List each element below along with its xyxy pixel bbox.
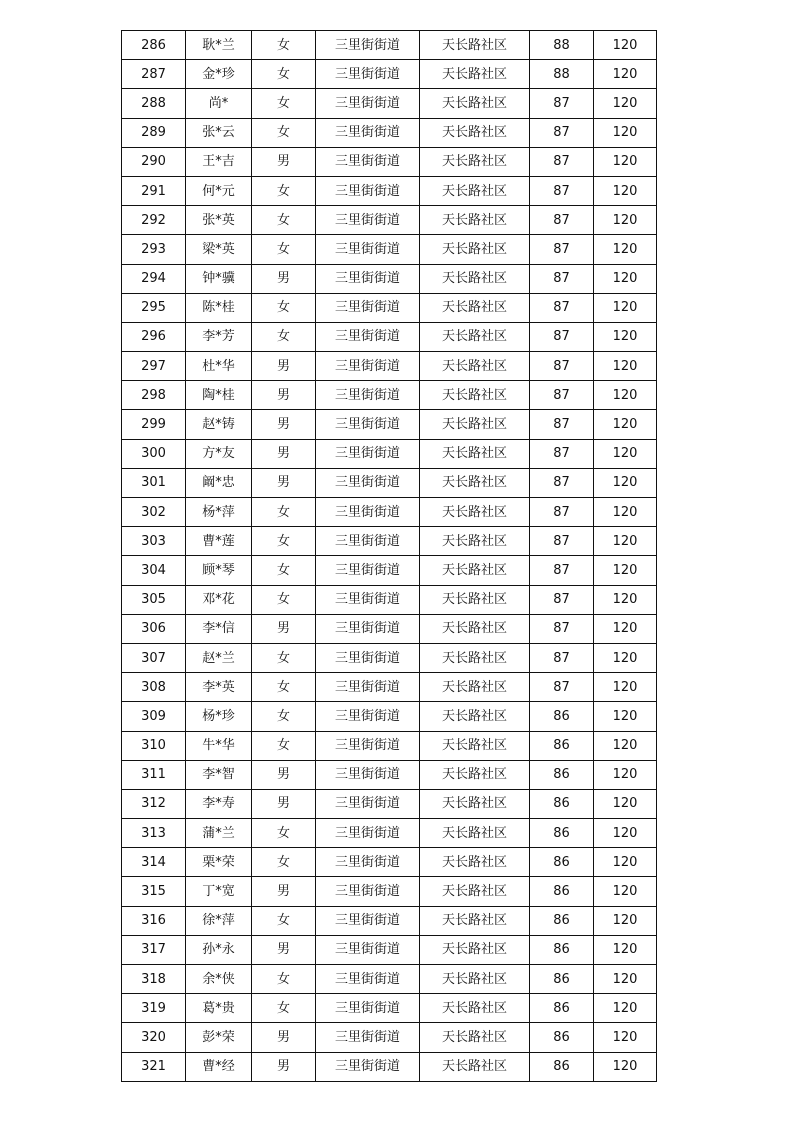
amount-cell: 120 [594,643,657,672]
row-number-cell: 313 [122,819,186,848]
community-cell: 天长路社区 [420,147,530,176]
table-row [122,643,657,672]
sex-cell: 女 [252,906,316,935]
row-number-cell: 309 [122,702,186,731]
age-cell: 87 [530,118,594,147]
street-cell: 三里街街道 [316,293,420,322]
table-row [122,60,657,89]
age-cell: 86 [530,731,594,760]
table-row [122,935,657,964]
name-cell: 杨*珍 [186,702,252,731]
sex-cell: 女 [252,848,316,877]
community-cell: 天长路社区 [420,89,530,118]
age-cell: 87 [530,556,594,585]
street-cell: 三里街街道 [316,176,420,205]
name-cell: 李*芳 [186,322,252,351]
name-cell: 曹*莲 [186,527,252,556]
table-row [122,556,657,585]
name-cell: 曹*经 [186,1052,252,1081]
street-cell: 三里街街道 [316,352,420,381]
amount-cell: 120 [594,60,657,89]
community-cell: 天长路社区 [420,760,530,789]
table-row [122,293,657,322]
name-cell: 孙*永 [186,935,252,964]
row-number-cell: 295 [122,293,186,322]
age-cell: 86 [530,819,594,848]
amount-cell: 120 [594,293,657,322]
table-row [122,877,657,906]
community-cell: 天长路社区 [420,1052,530,1081]
sex-cell: 男 [252,789,316,818]
name-cell: 余*侠 [186,965,252,994]
community-cell: 天长路社区 [420,789,530,818]
amount-cell: 120 [594,760,657,789]
street-cell: 三里街街道 [316,614,420,643]
community-cell: 天长路社区 [420,848,530,877]
amount-cell: 120 [594,1023,657,1052]
street-cell: 三里街街道 [316,322,420,351]
amount-cell: 120 [594,31,657,60]
age-cell: 87 [530,235,594,264]
sex-cell: 女 [252,60,316,89]
amount-cell: 120 [594,176,657,205]
street-cell: 三里街街道 [316,498,420,527]
row-number-cell: 288 [122,89,186,118]
age-cell: 87 [530,89,594,118]
street-cell: 三里街街道 [316,1023,420,1052]
age-cell: 86 [530,877,594,906]
name-cell: 牛*华 [186,731,252,760]
row-number-cell: 304 [122,556,186,585]
sex-cell: 男 [252,614,316,643]
street-cell: 三里街街道 [316,789,420,818]
street-cell: 三里街街道 [316,731,420,760]
name-cell: 何*元 [186,176,252,205]
amount-cell: 120 [594,264,657,293]
name-cell: 葛*贵 [186,994,252,1023]
name-cell: 阚*忠 [186,468,252,497]
sex-cell: 女 [252,673,316,702]
row-number-cell: 302 [122,498,186,527]
community-cell: 天长路社区 [420,206,530,235]
sex-cell: 女 [252,965,316,994]
amount-cell: 120 [594,702,657,731]
age-cell: 87 [530,673,594,702]
roster-table-body [122,31,657,1082]
name-cell: 赵*兰 [186,643,252,672]
amount-cell: 120 [594,322,657,351]
amount-cell: 120 [594,673,657,702]
community-cell: 天长路社区 [420,965,530,994]
table-row [122,731,657,760]
age-cell: 88 [530,60,594,89]
age-cell: 87 [530,352,594,381]
row-number-cell: 314 [122,848,186,877]
sex-cell: 男 [252,468,316,497]
amount-cell: 120 [594,906,657,935]
age-cell: 87 [530,468,594,497]
amount-cell: 120 [594,585,657,614]
community-cell: 天长路社区 [420,439,530,468]
table-row [122,498,657,527]
community-cell: 天长路社区 [420,322,530,351]
row-number-cell: 310 [122,731,186,760]
table-row [122,906,657,935]
age-cell: 87 [530,206,594,235]
community-cell: 天长路社区 [420,643,530,672]
name-cell: 李*英 [186,673,252,702]
age-cell: 87 [530,498,594,527]
street-cell: 三里街街道 [316,760,420,789]
row-number-cell: 311 [122,760,186,789]
community-cell: 天长路社区 [420,702,530,731]
street-cell: 三里街街道 [316,585,420,614]
street-cell: 三里街街道 [316,118,420,147]
age-cell: 88 [530,31,594,60]
amount-cell: 120 [594,498,657,527]
community-cell: 天长路社区 [420,527,530,556]
row-number-cell: 298 [122,381,186,410]
amount-cell: 120 [594,1052,657,1081]
sex-cell: 女 [252,585,316,614]
community-cell: 天长路社区 [420,498,530,527]
table-row [122,614,657,643]
community-cell: 天长路社区 [420,877,530,906]
table-row [122,819,657,848]
row-number-cell: 320 [122,1023,186,1052]
street-cell: 三里街街道 [316,906,420,935]
row-number-cell: 289 [122,118,186,147]
sex-cell: 男 [252,352,316,381]
row-number-cell: 299 [122,410,186,439]
table-row [122,89,657,118]
amount-cell: 120 [594,789,657,818]
name-cell: 栗*荣 [186,848,252,877]
amount-cell: 120 [594,89,657,118]
name-cell: 彭*荣 [186,1023,252,1052]
name-cell: 赵*铸 [186,410,252,439]
age-cell: 86 [530,965,594,994]
sex-cell: 女 [252,322,316,351]
row-number-cell: 307 [122,643,186,672]
name-cell: 蒲*兰 [186,819,252,848]
row-number-cell: 301 [122,468,186,497]
row-number-cell: 318 [122,965,186,994]
name-cell: 李*寿 [186,789,252,818]
street-cell: 三里街街道 [316,1052,420,1081]
sex-cell: 女 [252,293,316,322]
street-cell: 三里街街道 [316,556,420,585]
name-cell: 王*吉 [186,147,252,176]
street-cell: 三里街街道 [316,410,420,439]
sex-cell: 男 [252,439,316,468]
row-number-cell: 297 [122,352,186,381]
row-number-cell: 286 [122,31,186,60]
sex-cell: 女 [252,994,316,1023]
amount-cell: 120 [594,819,657,848]
name-cell: 钟*骥 [186,264,252,293]
name-cell: 邓*花 [186,585,252,614]
sex-cell: 女 [252,118,316,147]
table-row [122,410,657,439]
community-cell: 天长路社区 [420,731,530,760]
row-number-cell: 305 [122,585,186,614]
row-number-cell: 287 [122,60,186,89]
sex-cell: 女 [252,31,316,60]
community-cell: 天长路社区 [420,118,530,147]
street-cell: 三里街街道 [316,147,420,176]
name-cell: 杨*萍 [186,498,252,527]
table-row [122,673,657,702]
table-row [122,264,657,293]
age-cell: 87 [530,176,594,205]
community-cell: 天长路社区 [420,614,530,643]
row-number-cell: 312 [122,789,186,818]
sex-cell: 女 [252,556,316,585]
table-row [122,468,657,497]
table-row [122,1023,657,1052]
street-cell: 三里街街道 [316,264,420,293]
age-cell: 86 [530,702,594,731]
amount-cell: 120 [594,352,657,381]
name-cell: 杜*华 [186,352,252,381]
community-cell: 天长路社区 [420,235,530,264]
name-cell: 顾*琴 [186,556,252,585]
age-cell: 87 [530,643,594,672]
table-row [122,352,657,381]
row-number-cell: 300 [122,439,186,468]
street-cell: 三里街街道 [316,235,420,264]
name-cell: 耿*兰 [186,31,252,60]
name-cell: 徐*萍 [186,906,252,935]
street-cell: 三里街街道 [316,819,420,848]
table-row [122,118,657,147]
community-cell: 天长路社区 [420,1023,530,1052]
community-cell: 天长路社区 [420,410,530,439]
amount-cell: 120 [594,731,657,760]
street-cell: 三里街街道 [316,848,420,877]
community-cell: 天长路社区 [420,994,530,1023]
sex-cell: 女 [252,206,316,235]
amount-cell: 120 [594,965,657,994]
street-cell: 三里街街道 [316,935,420,964]
table-row [122,585,657,614]
community-cell: 天长路社区 [420,935,530,964]
sex-cell: 男 [252,264,316,293]
community-cell: 天长路社区 [420,264,530,293]
sex-cell: 男 [252,935,316,964]
street-cell: 三里街街道 [316,439,420,468]
sex-cell: 男 [252,410,316,439]
community-cell: 天长路社区 [420,819,530,848]
sex-cell: 女 [252,498,316,527]
row-number-cell: 308 [122,673,186,702]
community-cell: 天长路社区 [420,906,530,935]
row-number-cell: 317 [122,935,186,964]
sex-cell: 男 [252,1023,316,1052]
street-cell: 三里街街道 [316,381,420,410]
table-row [122,1052,657,1081]
amount-cell: 120 [594,848,657,877]
sex-cell: 男 [252,1052,316,1081]
name-cell: 陈*桂 [186,293,252,322]
community-cell: 天长路社区 [420,352,530,381]
table-row [122,760,657,789]
table-row [122,235,657,264]
amount-cell: 120 [594,118,657,147]
amount-cell: 120 [594,468,657,497]
table-row [122,702,657,731]
amount-cell: 120 [594,410,657,439]
sex-cell: 女 [252,702,316,731]
name-cell: 张*英 [186,206,252,235]
age-cell: 87 [530,381,594,410]
name-cell: 丁*宽 [186,877,252,906]
street-cell: 三里街街道 [316,702,420,731]
age-cell: 86 [530,994,594,1023]
sex-cell: 女 [252,643,316,672]
community-cell: 天长路社区 [420,673,530,702]
community-cell: 天长路社区 [420,60,530,89]
sex-cell: 女 [252,176,316,205]
row-number-cell: 303 [122,527,186,556]
row-number-cell: 291 [122,176,186,205]
age-cell: 87 [530,293,594,322]
sex-cell: 女 [252,89,316,118]
street-cell: 三里街街道 [316,965,420,994]
amount-cell: 120 [594,994,657,1023]
age-cell: 86 [530,1023,594,1052]
name-cell: 李*信 [186,614,252,643]
sex-cell: 男 [252,760,316,789]
amount-cell: 120 [594,235,657,264]
name-cell: 方*友 [186,439,252,468]
table-row [122,176,657,205]
amount-cell: 120 [594,527,657,556]
row-number-cell: 296 [122,322,186,351]
community-cell: 天长路社区 [420,468,530,497]
name-cell: 张*云 [186,118,252,147]
row-number-cell: 316 [122,906,186,935]
age-cell: 87 [530,147,594,176]
age-cell: 87 [530,264,594,293]
sex-cell: 男 [252,381,316,410]
street-cell: 三里街街道 [316,643,420,672]
table-row [122,439,657,468]
age-cell: 86 [530,760,594,789]
name-cell: 陶*桂 [186,381,252,410]
table-row [122,147,657,176]
street-cell: 三里街街道 [316,994,420,1023]
row-number-cell: 315 [122,877,186,906]
age-cell: 87 [530,322,594,351]
age-cell: 86 [530,789,594,818]
age-cell: 86 [530,906,594,935]
table-row [122,848,657,877]
amount-cell: 120 [594,556,657,585]
amount-cell: 120 [594,381,657,410]
community-cell: 天长路社区 [420,585,530,614]
amount-cell: 120 [594,147,657,176]
amount-cell: 120 [594,439,657,468]
row-number-cell: 290 [122,147,186,176]
name-cell: 尚* [186,89,252,118]
sex-cell: 女 [252,731,316,760]
table-row [122,322,657,351]
sex-cell: 女 [252,527,316,556]
age-cell: 86 [530,848,594,877]
table-row [122,994,657,1023]
community-cell: 天长路社区 [420,381,530,410]
name-cell: 李*智 [186,760,252,789]
roster-table [121,30,657,1082]
sex-cell: 女 [252,819,316,848]
age-cell: 87 [530,410,594,439]
street-cell: 三里街街道 [316,60,420,89]
community-cell: 天长路社区 [420,556,530,585]
age-cell: 87 [530,585,594,614]
row-number-cell: 319 [122,994,186,1023]
table-row [122,527,657,556]
amount-cell: 120 [594,877,657,906]
age-cell: 87 [530,439,594,468]
name-cell: 金*珍 [186,60,252,89]
street-cell: 三里街街道 [316,206,420,235]
age-cell: 86 [530,1052,594,1081]
sex-cell: 男 [252,147,316,176]
street-cell: 三里街街道 [316,877,420,906]
street-cell: 三里街街道 [316,468,420,497]
sex-cell: 女 [252,235,316,264]
amount-cell: 120 [594,935,657,964]
table-row [122,381,657,410]
amount-cell: 120 [594,614,657,643]
street-cell: 三里街街道 [316,673,420,702]
table-row [122,789,657,818]
sex-cell: 男 [252,877,316,906]
table-row [122,31,657,60]
age-cell: 87 [530,614,594,643]
age-cell: 87 [530,527,594,556]
table-row [122,206,657,235]
row-number-cell: 321 [122,1052,186,1081]
name-cell: 梁*英 [186,235,252,264]
row-number-cell: 292 [122,206,186,235]
amount-cell: 120 [594,206,657,235]
row-number-cell: 293 [122,235,186,264]
community-cell: 天长路社区 [420,293,530,322]
street-cell: 三里街街道 [316,31,420,60]
street-cell: 三里街街道 [316,89,420,118]
row-number-cell: 294 [122,264,186,293]
age-cell: 86 [530,935,594,964]
community-cell: 天长路社区 [420,31,530,60]
street-cell: 三里街街道 [316,527,420,556]
community-cell: 天长路社区 [420,176,530,205]
table-row [122,965,657,994]
row-number-cell: 306 [122,614,186,643]
